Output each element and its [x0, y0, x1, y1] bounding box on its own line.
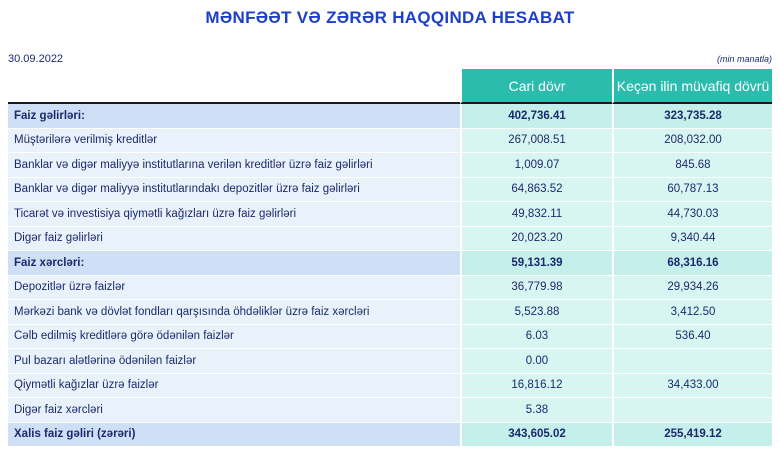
row-label: Mərkəzi bank və dövlət fondları qarşısında öhdəliklər üzrə faiz xərcləri [8, 300, 460, 325]
table-row [8, 300, 772, 325]
row-label: Pul bazarı alətlərinə ödənilən faizlər [8, 349, 460, 374]
row-current-value: 49,832.11 [460, 202, 612, 227]
row-current-value: 6.03 [460, 325, 612, 350]
row-previous-value: 9,340.44 [612, 227, 772, 252]
row-current-value: 343,605.02 [460, 423, 612, 448]
row-label: Xalis faiz gəliri (zərəri) [8, 423, 460, 448]
header-label-blank [8, 69, 460, 104]
row-previous-value: 60,787.13 [612, 178, 772, 203]
table-row-subtotal [8, 251, 772, 276]
row-current-value: 59,131.39 [460, 251, 612, 276]
row-current-value: 5.38 [460, 398, 612, 423]
row-label: Cəlb edilmiş kreditlərə görə ödənilən faizlər [8, 325, 460, 350]
header-previous-period: Keçən ilin müvafiq dövrü [612, 69, 772, 104]
row-previous-value [612, 349, 772, 374]
report-meta [8, 53, 772, 67]
row-label: Digər faiz gəlirləri [8, 227, 460, 252]
row-current-value: 64,863.52 [460, 178, 612, 203]
row-previous-value: 255,419.12 [612, 423, 772, 448]
row-label: Faiz gəlirləri: [8, 104, 460, 129]
row-previous-value: 845.68 [612, 153, 772, 178]
table-row [8, 129, 772, 154]
row-label: Müştərilərə verilmiş kreditlər [8, 129, 460, 154]
row-current-value: 0.00 [460, 349, 612, 374]
row-current-value: 36,779.98 [460, 276, 612, 301]
row-label: Qiymətli kağızlar üzrə faizlər [8, 374, 460, 399]
row-label: Ticarət və investisiya qiymətli kağızları üzrə faiz gəlirləri [8, 202, 460, 227]
table-row [8, 349, 772, 374]
row-label: Banklar və digər maliyyə institutlarındakı depozitlər üzrə faiz gəlirləri [8, 178, 460, 203]
table-row [8, 153, 772, 178]
row-previous-value [612, 398, 772, 423]
table-row [8, 374, 772, 399]
table-row-subtotal [8, 423, 772, 448]
row-previous-value: 3,412.50 [612, 300, 772, 325]
table-row [8, 276, 772, 301]
currency-unit: (min manatla) [716, 54, 772, 64]
row-current-value: 20,023.20 [460, 227, 612, 252]
row-current-value: 16,816.12 [460, 374, 612, 399]
row-current-value: 402,736.41 [460, 104, 612, 129]
row-previous-value: 68,316.16 [612, 251, 772, 276]
page-title: MƏNFƏƏT VƏ ZƏRƏR HAQQINDA HESABAT [205, 8, 575, 27]
row-label: Faiz xərcləri: [8, 251, 460, 276]
row-label: Depozitlər üzrə faizlər [8, 276, 460, 301]
row-previous-value: 536.40 [612, 325, 772, 350]
report-date: 30.09.2022 [8, 53, 64, 65]
header-current-period: Cari dövr [460, 69, 612, 104]
row-current-value: 5,523.88 [460, 300, 612, 325]
table-header-row [8, 69, 772, 104]
row-previous-value: 29,934.26 [612, 276, 772, 301]
table-row-subtotal [8, 104, 772, 129]
income-statement-table [8, 69, 772, 447]
row-previous-value: 208,032.00 [612, 129, 772, 154]
row-previous-value: 323,735.28 [612, 104, 772, 129]
row-previous-value: 34,433.00 [612, 374, 772, 399]
table-row [8, 202, 772, 227]
row-label: Banklar və digər maliyyə institutlarına verilən kreditlər üzrə faiz gəlirləri [8, 153, 460, 178]
row-label: Digər faiz xərcləri [8, 398, 460, 423]
row-previous-value: 44,730.03 [612, 202, 772, 227]
row-current-value: 1,009.07 [460, 153, 612, 178]
row-current-value: 267,008.51 [460, 129, 612, 154]
table-row [8, 325, 772, 350]
table-row [8, 227, 772, 252]
table-row [8, 398, 772, 423]
table-row [8, 178, 772, 203]
